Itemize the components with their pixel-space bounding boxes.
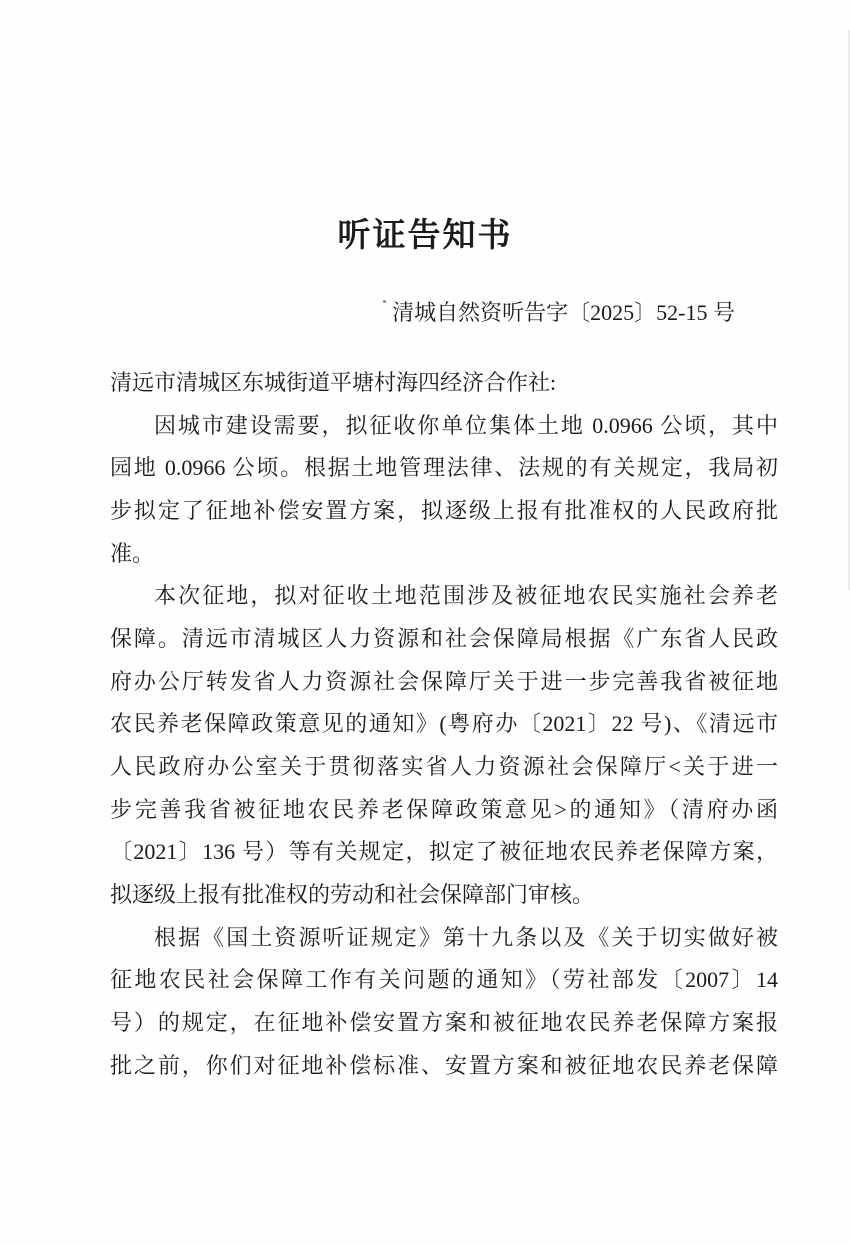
body-line: 号）的规定，在征地补偿安置方案和被征地农民养老保障方案报 [110, 1009, 778, 1035]
addressee-line: 清远市清城区东城街道平塘村海四经济合作社: [110, 370, 557, 395]
document-body [110, 362, 778, 1087]
body-line: 步完善我省被征地农民养老保障政策意见>的通知》（清府办函 [110, 796, 778, 822]
body-line: 〔2021〕136 号）等有关规定，拟定了被征地农民养老保障方案， [110, 839, 778, 865]
body-line: 步拟定了征地补偿安置方案，拟逐级上报有批准权的人民政府批 [110, 497, 778, 523]
body-line: 人民政府办公室关于贯彻落实省人力资源社会保障厅<关于进一 [110, 753, 778, 779]
body-line: 因城市建设需要，拟征收你单位集体土地 0.0966 公顷，其中 [154, 412, 778, 438]
document-number: 清城自然资听告字〔2025〕52-15 号 [392, 300, 735, 325]
body-line: 府办公厅转发省人力资源社会保障厅关于进一步完善我省被征地 [110, 668, 778, 694]
body-line: 园地 0.0966 公顷。根据土地管理法律、法规的有关规定，我局初 [110, 455, 778, 481]
body-line: 本次征地，拟对征收土地范围涉及被征地农民实施社会养老 [154, 583, 778, 609]
document-title: 听证告知书 [337, 216, 513, 253]
scan-speck [383, 300, 386, 303]
body-line: 拟逐级上报有批准权的劳动和社会保障部门审核。 [110, 881, 595, 907]
body-line: 批之前，你们对征地补偿标准、安置方案和被征地农民养老保障 [110, 1052, 778, 1078]
body-line: 保障。清远市清城区人力资源和社会保障局根据《广东省人民政 [110, 625, 778, 651]
body-line: 根据《国土资源听证规定》第十九条以及《关于切实做好被 [154, 924, 778, 950]
body-line: 征地农民社会保障工作有关问题的通知》（劳社部发〔2007〕14 [110, 967, 778, 993]
body-line: 农民养老保障政策意见的通知》(粤府办〔2021〕22 号)、《清远市 [110, 711, 778, 737]
body-line: 准。 [110, 540, 155, 566]
